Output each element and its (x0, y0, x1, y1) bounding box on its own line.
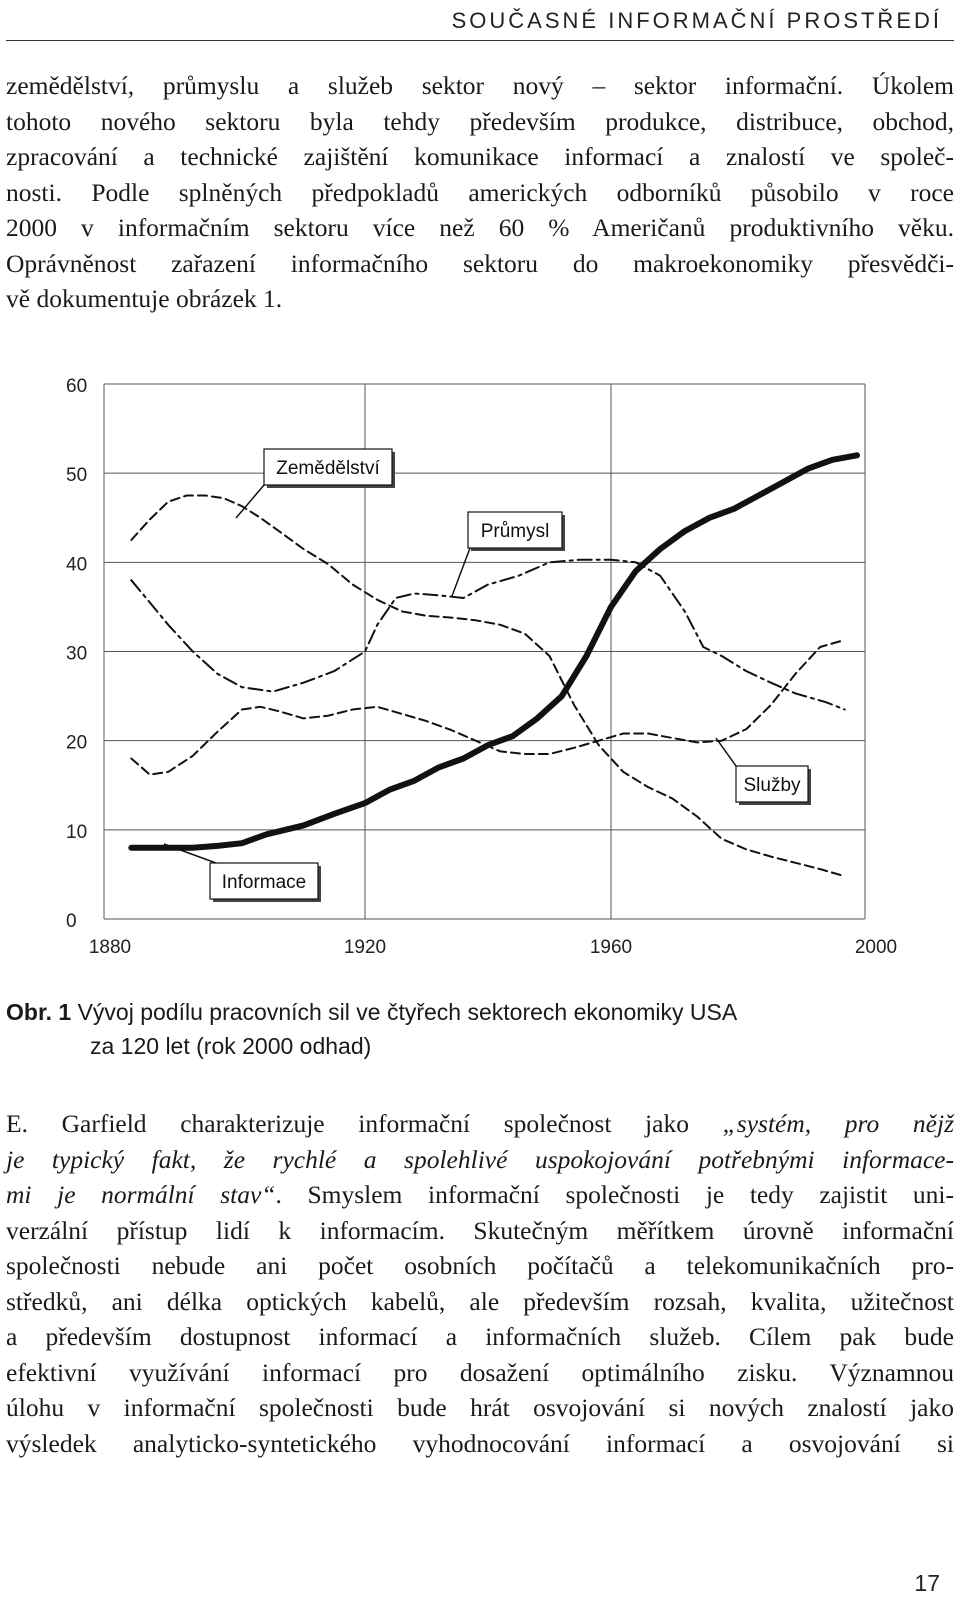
page-number: 17 (914, 1570, 940, 1596)
header-rule (6, 40, 954, 41)
line-chart (0, 365, 960, 985)
paragraph-1 (6, 68, 954, 317)
text-line: efektivní využívání informací pro dosažení optimálního zisku. Významnou (6, 1357, 954, 1387)
y-tick-label: 0 (66, 911, 77, 932)
caption-label: Obr. 1 (6, 999, 72, 1025)
y-tick-label: 40 (66, 554, 88, 576)
text-line: výsledek analyticko-syntetického vyhodnocování informací a osvojování si (6, 1428, 954, 1458)
text-line: nosti. Podle splněných předpokladů amerických odborníků působilo v roce (6, 177, 954, 207)
series-annotation: Průmysl (480, 521, 550, 542)
y-tick-label: 60 (66, 376, 88, 397)
paragraph-2 (6, 1106, 954, 1461)
figure-caption (6, 995, 954, 1063)
text-run: E. Garfield charakterizuje informační společnost jako (6, 1109, 723, 1138)
text-line (6, 1142, 954, 1178)
text-line (6, 1106, 954, 1142)
text-line: vě dokumentuje obrázek 1. (6, 284, 283, 313)
leader-line (716, 738, 736, 766)
y-tick-label: 50 (66, 465, 88, 487)
caption-text-1: Vývoj podílu pracovních sil ve čtyřech sektorech ekonomiky USA (77, 999, 738, 1025)
x-tick-label: 1880 (88, 937, 132, 958)
text-line: tohoto nového sektoru byla tehdy především produkce, distribuce, obchod, (6, 106, 954, 136)
text-line: a především dostupnost informací a informačních služeb. Cílem pak bude (6, 1322, 954, 1351)
series-line (131, 560, 844, 710)
caption-text-2: za 120 let (rok 2000 odhad) (90, 1033, 372, 1059)
chart-grid (104, 384, 865, 919)
text-line (6, 1177, 954, 1213)
text-line: středků, ani délka optických kabelů, ale především rozsah, kvalita, užitečnost (6, 1286, 954, 1316)
series-annotation: Služby (743, 775, 801, 796)
leader-line (452, 548, 470, 596)
text-line: zpracování a technické zajištění komunikace informací a znalostí ve společ- (6, 142, 954, 171)
chart-ticks (66, 376, 897, 958)
text-line: 2000 v informačním sektoru více než 60 % Američanů produktivního věku. (6, 213, 954, 242)
series-line (131, 496, 844, 877)
series-annotation: Informace (221, 872, 307, 893)
text-line: společnosti nebude ani počet osobních počítačů a telekomunikačních pro- (6, 1251, 954, 1280)
x-tick-label: 1960 (589, 937, 633, 958)
y-tick-label: 30 (66, 643, 88, 665)
x-tick-label: 2000 (854, 937, 898, 958)
series-annotation: Zemědělství (276, 458, 380, 479)
leader-line (236, 485, 264, 518)
quote-text: je typický fakt, že rychlé a spolehlivé uspokojování potřebnými informace- (6, 1144, 954, 1174)
text-line: úlohu v informační společnosti bude hrát osvojování si nových znalostí jako (6, 1393, 954, 1422)
series-line (131, 640, 844, 775)
text-run: . Smyslem informační společnosti je tedy zajistit uni- (275, 1180, 954, 1209)
x-tick-label: 1920 (343, 937, 387, 958)
running-head: SOUČASNÉ INFORMAČNÍ PROSTŘEDÍ (451, 8, 942, 33)
quote-text: „systém, pro nějž (722, 1109, 954, 1138)
text-line: Oprávněnost zařazení informačního sektoru do makroekonomiky přesvědči- (6, 248, 954, 278)
text-line: verzální přístup lidí k informacím. Skutečným měřítkem úrovně informační (6, 1215, 954, 1245)
quote-text: mi je normální stav“ (6, 1180, 276, 1209)
y-tick-label: 20 (66, 732, 88, 754)
y-tick-label: 10 (66, 821, 88, 843)
text-line: zemědělství, průmyslu a služeb sektor nový – sektor informační. Úkolem (6, 71, 954, 100)
